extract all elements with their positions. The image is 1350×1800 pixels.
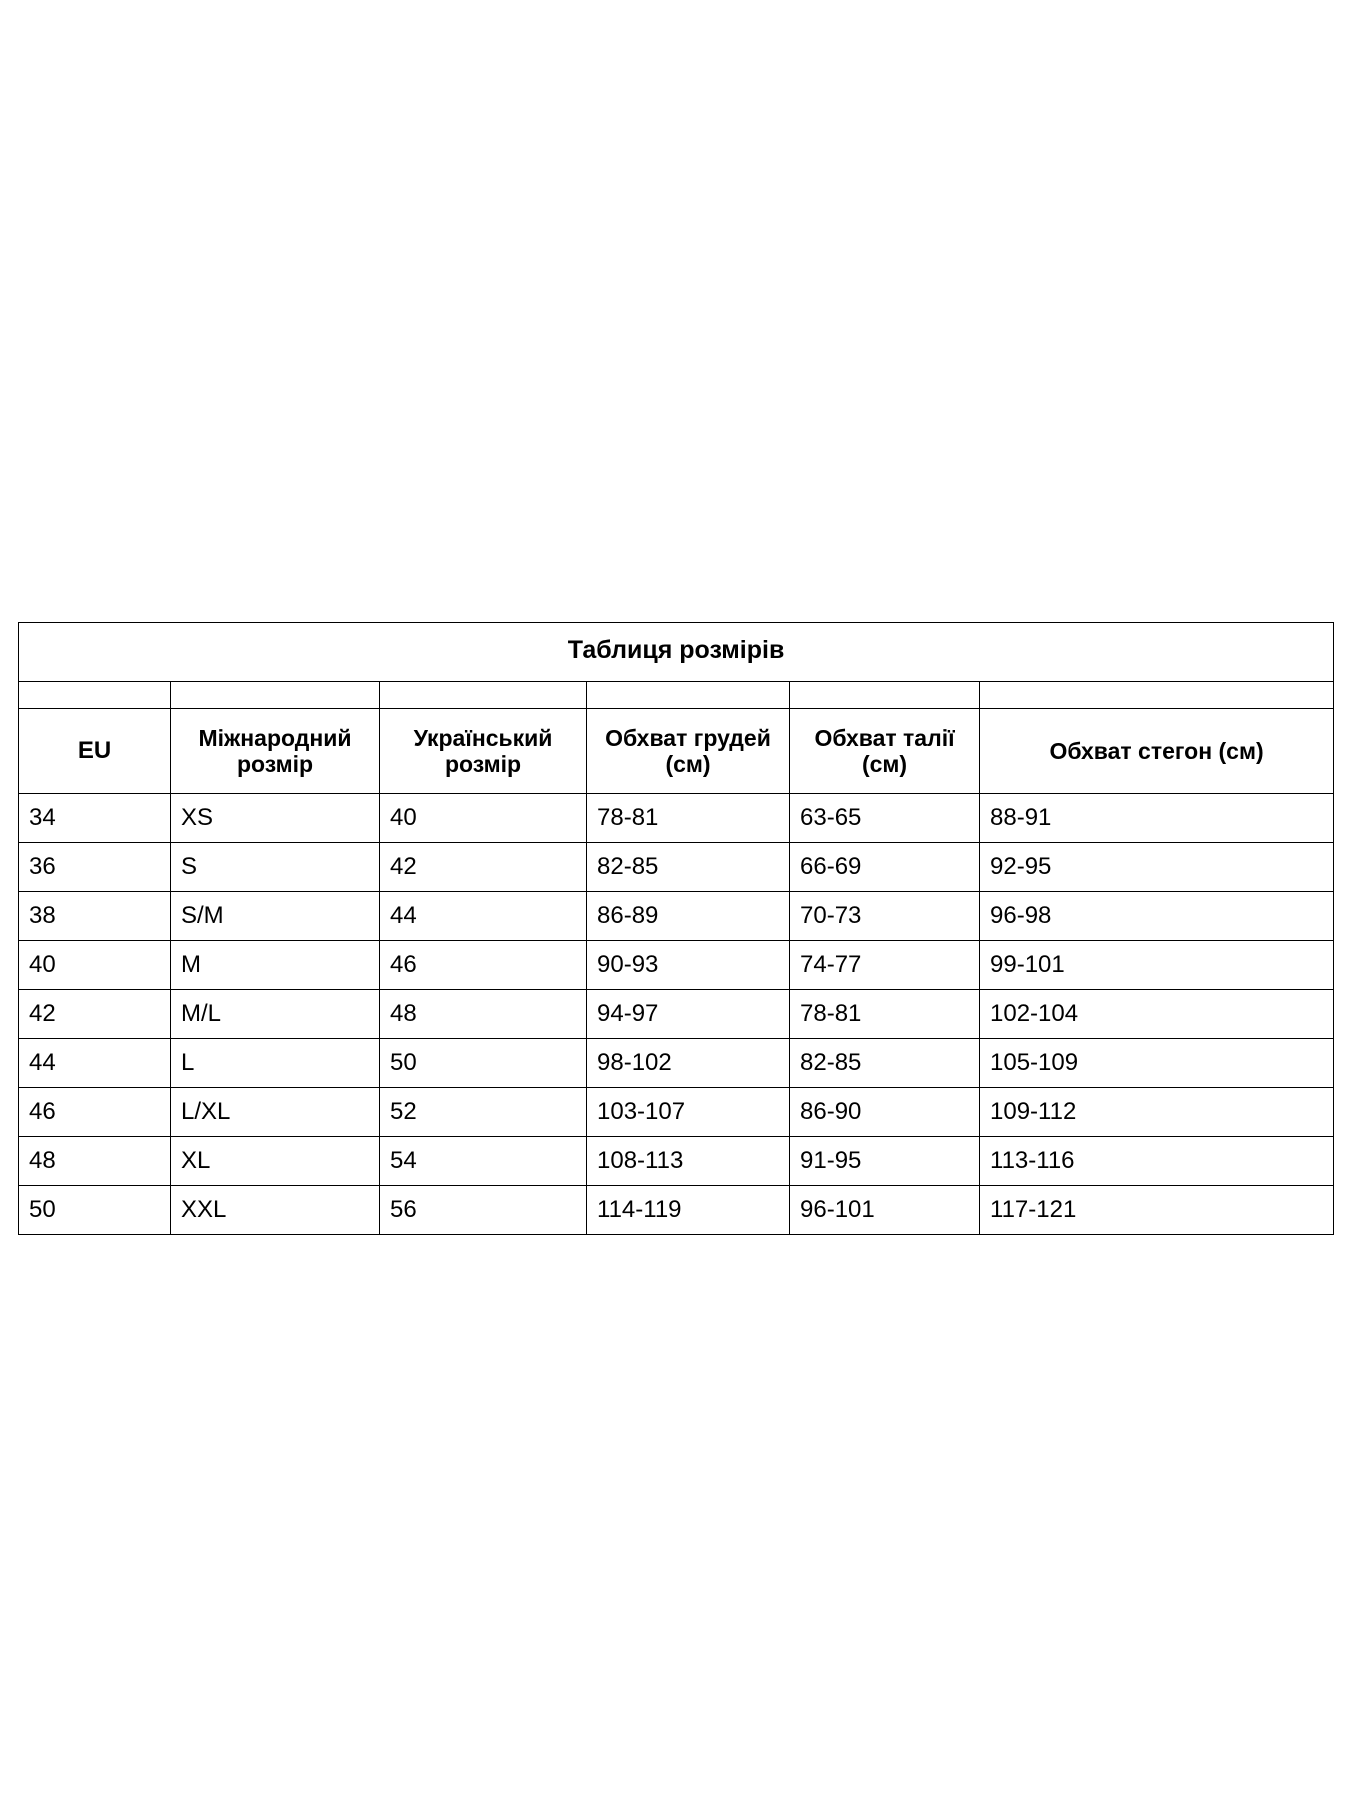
cell-ukrainian-size: 56: [380, 1186, 587, 1235]
cell-hips: 102-104: [980, 990, 1334, 1039]
spacer-cell: [19, 682, 171, 709]
column-header-international-size: Міжнародний розмір: [171, 709, 380, 794]
cell-waist: 63-65: [790, 794, 980, 843]
cell-international-size: XXL: [171, 1186, 380, 1235]
table-header-row: [19, 709, 1334, 794]
table-row: [19, 1186, 1334, 1235]
table-row: [19, 1088, 1334, 1137]
spacer-cell: [171, 682, 380, 709]
cell-chest: 86-89: [587, 892, 790, 941]
size-chart-container: [18, 622, 1333, 1235]
spacer-cell: [980, 682, 1334, 709]
cell-waist: 96-101: [790, 1186, 980, 1235]
cell-waist: 82-85: [790, 1039, 980, 1088]
cell-waist: 91-95: [790, 1137, 980, 1186]
table-row: [19, 1137, 1334, 1186]
cell-international-size: XL: [171, 1137, 380, 1186]
table-body: [19, 623, 1334, 1235]
cell-hips: 109-112: [980, 1088, 1334, 1137]
column-header-waist: Обхват талії (см): [790, 709, 980, 794]
cell-chest: 103-107: [587, 1088, 790, 1137]
cell-hips: 117-121: [980, 1186, 1334, 1235]
cell-international-size: M: [171, 941, 380, 990]
cell-chest: 114-119: [587, 1186, 790, 1235]
cell-chest: 94-97: [587, 990, 790, 1039]
cell-eu: 34: [19, 794, 171, 843]
table-row: [19, 794, 1334, 843]
cell-international-size: M/L: [171, 990, 380, 1039]
cell-ukrainian-size: 48: [380, 990, 587, 1039]
cell-chest: 82-85: [587, 843, 790, 892]
table-row: [19, 843, 1334, 892]
table-row: [19, 1039, 1334, 1088]
cell-eu: 46: [19, 1088, 171, 1137]
table-row: [19, 892, 1334, 941]
cell-hips: 105-109: [980, 1039, 1334, 1088]
cell-international-size: L: [171, 1039, 380, 1088]
cell-eu: 40: [19, 941, 171, 990]
cell-eu: 42: [19, 990, 171, 1039]
cell-eu: 38: [19, 892, 171, 941]
column-header-chest: Обхват грудей (см): [587, 709, 790, 794]
cell-international-size: S: [171, 843, 380, 892]
table-spacer-row: [19, 682, 1334, 709]
cell-waist: 66-69: [790, 843, 980, 892]
cell-ukrainian-size: 40: [380, 794, 587, 843]
cell-chest: 108-113: [587, 1137, 790, 1186]
cell-international-size: S/M: [171, 892, 380, 941]
cell-ukrainian-size: 42: [380, 843, 587, 892]
spacer-cell: [587, 682, 790, 709]
cell-hips: 88-91: [980, 794, 1334, 843]
cell-chest: 90-93: [587, 941, 790, 990]
table-row: [19, 941, 1334, 990]
cell-eu: 48: [19, 1137, 171, 1186]
cell-ukrainian-size: 46: [380, 941, 587, 990]
cell-ukrainian-size: 44: [380, 892, 587, 941]
cell-waist: 78-81: [790, 990, 980, 1039]
table-title-row: [19, 623, 1334, 682]
cell-chest: 98-102: [587, 1039, 790, 1088]
spacer-cell: [790, 682, 980, 709]
cell-waist: 86-90: [790, 1088, 980, 1137]
cell-chest: 78-81: [587, 794, 790, 843]
cell-ukrainian-size: 50: [380, 1039, 587, 1088]
cell-eu: 50: [19, 1186, 171, 1235]
cell-hips: 92-95: [980, 843, 1334, 892]
column-header-hips: Обхват стегон (см): [980, 709, 1334, 794]
cell-international-size: L/XL: [171, 1088, 380, 1137]
size-chart-table: [18, 622, 1334, 1235]
cell-international-size: XS: [171, 794, 380, 843]
column-header-eu: EU: [19, 709, 171, 794]
cell-hips: 96-98: [980, 892, 1334, 941]
cell-eu: 36: [19, 843, 171, 892]
table-row: [19, 990, 1334, 1039]
spacer-cell: [380, 682, 587, 709]
cell-hips: 113-116: [980, 1137, 1334, 1186]
column-header-ukrainian-size: Український розмір: [380, 709, 587, 794]
cell-ukrainian-size: 52: [380, 1088, 587, 1137]
cell-ukrainian-size: 54: [380, 1137, 587, 1186]
cell-eu: 44: [19, 1039, 171, 1088]
cell-hips: 99-101: [980, 941, 1334, 990]
page-title: Таблиця розмірів: [19, 623, 1334, 682]
cell-waist: 70-73: [790, 892, 980, 941]
cell-waist: 74-77: [790, 941, 980, 990]
